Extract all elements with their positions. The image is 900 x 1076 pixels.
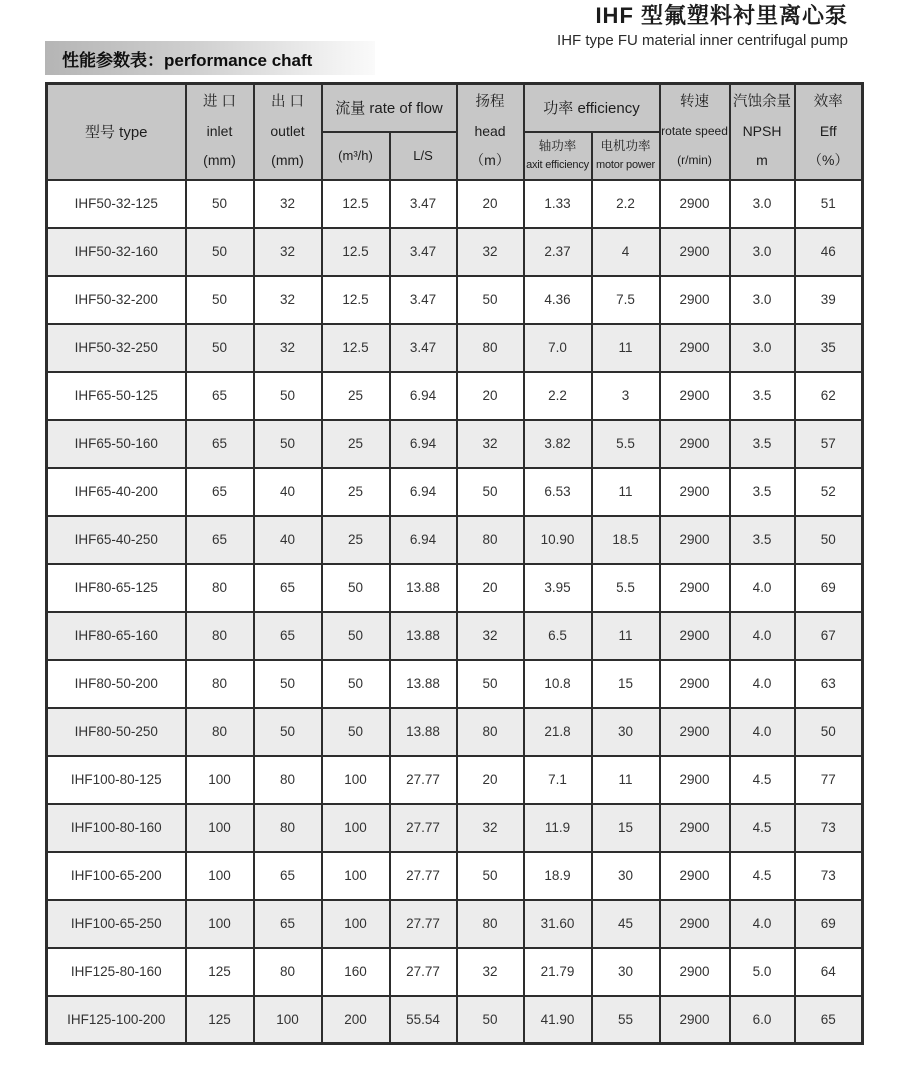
cell-value: 35 <box>795 324 863 372</box>
cell-value: 3.47 <box>390 276 457 324</box>
cell-value: 27.77 <box>390 852 457 900</box>
cell-value: 100 <box>322 852 390 900</box>
cell-value: 1.33 <box>524 180 592 228</box>
cell-model: IHF65-40-250 <box>47 516 186 564</box>
cell-value: 2900 <box>660 324 730 372</box>
cell-value: 69 <box>795 900 863 948</box>
cell-model: IHF100-65-200 <box>47 852 186 900</box>
cell-value: 50 <box>322 612 390 660</box>
cell-value: 25 <box>322 516 390 564</box>
table-row <box>47 564 863 612</box>
cell-value: 4.5 <box>730 804 795 852</box>
cell-value: 32 <box>457 612 524 660</box>
cell-value: 20 <box>457 564 524 612</box>
col-header-flow-ls: L/S <box>390 132 457 180</box>
cell-model: IHF65-40-200 <box>47 468 186 516</box>
cell-value: 11 <box>592 756 660 804</box>
cell-value: 3.5 <box>730 420 795 468</box>
cell-value: 45 <box>592 900 660 948</box>
cell-value: 2900 <box>660 948 730 996</box>
cell-model: IHF100-80-125 <box>47 756 186 804</box>
cell-value: 2900 <box>660 372 730 420</box>
cell-value: 7.5 <box>592 276 660 324</box>
cell-value: 77 <box>795 756 863 804</box>
cell-value: 11 <box>592 324 660 372</box>
cell-value: 2900 <box>660 612 730 660</box>
cell-value: 2900 <box>660 180 730 228</box>
cell-model: IHF80-65-125 <box>47 564 186 612</box>
cell-value: 80 <box>186 612 254 660</box>
cell-value: 50 <box>457 468 524 516</box>
cell-value: 65 <box>186 420 254 468</box>
cell-model: IHF50-32-160 <box>47 228 186 276</box>
cell-value: 80 <box>254 804 322 852</box>
cell-value: 4.36 <box>524 276 592 324</box>
cell-value: 6.5 <box>524 612 592 660</box>
cell-value: 6.53 <box>524 468 592 516</box>
cell-value: 2.37 <box>524 228 592 276</box>
cell-value: 64 <box>795 948 863 996</box>
table-row <box>47 996 863 1044</box>
cell-value: 80 <box>254 756 322 804</box>
cell-value: 80 <box>186 660 254 708</box>
cell-value: 65 <box>186 468 254 516</box>
cell-model: IHF100-80-160 <box>47 804 186 852</box>
cell-value: 6.94 <box>390 372 457 420</box>
cell-value: 2900 <box>660 804 730 852</box>
cell-value: 65 <box>186 516 254 564</box>
cell-value: 2900 <box>660 228 730 276</box>
cell-value: 4.0 <box>730 564 795 612</box>
cell-value: 3 <box>592 372 660 420</box>
cell-value: 46 <box>795 228 863 276</box>
cell-value: 3.47 <box>390 324 457 372</box>
cell-value: 3.0 <box>730 228 795 276</box>
cell-value: 6.94 <box>390 468 457 516</box>
cell-value: 5.5 <box>592 564 660 612</box>
cell-model: IHF100-65-250 <box>47 900 186 948</box>
cell-value: 7.0 <box>524 324 592 372</box>
table-row <box>47 756 863 804</box>
performance-table <box>45 82 864 1045</box>
col-header-motor-power: 电机功率 motor power <box>592 132 660 180</box>
cell-value: 65 <box>254 564 322 612</box>
cell-value: 2900 <box>660 708 730 756</box>
cell-value: 65 <box>254 852 322 900</box>
cell-value: 51 <box>795 180 863 228</box>
cell-value: 27.77 <box>390 804 457 852</box>
cell-value: 50 <box>457 276 524 324</box>
cell-value: 13.88 <box>390 660 457 708</box>
cell-value: 27.77 <box>390 900 457 948</box>
cell-value: 32 <box>457 804 524 852</box>
cell-value: 3.5 <box>730 468 795 516</box>
cell-value: 80 <box>457 900 524 948</box>
cell-value: 69 <box>795 564 863 612</box>
col-header-outlet: 出 口 outlet (mm) <box>254 84 322 180</box>
cell-value: 100 <box>254 996 322 1044</box>
table-row <box>47 324 863 372</box>
cell-value: 65 <box>186 372 254 420</box>
cell-value: 32 <box>457 948 524 996</box>
cell-model: IHF125-80-160 <box>47 948 186 996</box>
cell-value: 13.88 <box>390 612 457 660</box>
cell-value: 3.0 <box>730 276 795 324</box>
table-row <box>47 660 863 708</box>
table-row <box>47 804 863 852</box>
col-header-power-group: 功率 efficiency <box>524 84 660 132</box>
cell-value: 32 <box>254 276 322 324</box>
cell-value: 4 <box>592 228 660 276</box>
cell-value: 80 <box>457 516 524 564</box>
table-row <box>47 372 863 420</box>
cell-value: 52 <box>795 468 863 516</box>
cell-value: 80 <box>254 948 322 996</box>
cell-value: 2.2 <box>592 180 660 228</box>
cell-value: 30 <box>592 708 660 756</box>
cell-value: 125 <box>186 996 254 1044</box>
cell-value: 50 <box>322 660 390 708</box>
cell-value: 73 <box>795 804 863 852</box>
cell-value: 3.47 <box>390 228 457 276</box>
cell-model: IHF50-32-125 <box>47 180 186 228</box>
cell-value: 12.5 <box>322 276 390 324</box>
col-header-shaft-power: 轴功率 axit efficiency <box>524 132 592 180</box>
cell-value: 5.5 <box>592 420 660 468</box>
cell-value: 39 <box>795 276 863 324</box>
col-header-inlet: 进 口 inlet (mm) <box>186 84 254 180</box>
section-header-label: 性能参数表：performance chaft <box>62 50 313 70</box>
table-row <box>47 420 863 468</box>
cell-value: 11 <box>592 612 660 660</box>
cell-value: 2900 <box>660 420 730 468</box>
table-row <box>47 276 863 324</box>
cell-value: 21.8 <box>524 708 592 756</box>
cell-value: 3.5 <box>730 372 795 420</box>
cell-value: 80 <box>186 564 254 612</box>
cell-value: 20 <box>457 756 524 804</box>
cell-value: 27.77 <box>390 756 457 804</box>
cell-value: 27.77 <box>390 948 457 996</box>
cell-value: 2900 <box>660 564 730 612</box>
cell-value: 65 <box>254 612 322 660</box>
table-row <box>47 852 863 900</box>
cell-value: 25 <box>322 420 390 468</box>
cell-value: 67 <box>795 612 863 660</box>
cell-value: 32 <box>457 420 524 468</box>
cell-value: 6.94 <box>390 516 457 564</box>
cell-value: 50 <box>254 372 322 420</box>
table-row <box>47 516 863 564</box>
cell-value: 4.0 <box>730 612 795 660</box>
col-header-type: 型号 type <box>47 84 186 180</box>
col-header-flow-group: 流量 rate of flow <box>322 84 457 132</box>
cell-value: 40 <box>254 468 322 516</box>
cell-value: 57 <box>795 420 863 468</box>
cell-value: 2900 <box>660 852 730 900</box>
cell-value: 32 <box>254 228 322 276</box>
cell-value: 100 <box>186 756 254 804</box>
cell-model: IHF80-50-250 <box>47 708 186 756</box>
cell-value: 80 <box>457 324 524 372</box>
cell-value: 100 <box>186 900 254 948</box>
table-header <box>47 84 863 180</box>
cell-value: 63 <box>795 660 863 708</box>
cell-value: 12.5 <box>322 324 390 372</box>
table-row <box>47 228 863 276</box>
cell-value: 41.90 <box>524 996 592 1044</box>
cell-model: IHF80-65-160 <box>47 612 186 660</box>
cell-value: 7.1 <box>524 756 592 804</box>
cell-value: 4.0 <box>730 900 795 948</box>
page-title: IHF 型氟塑料衬里离心泵 <box>595 3 848 28</box>
table-row <box>47 900 863 948</box>
cell-value: 31.60 <box>524 900 592 948</box>
cell-value: 65 <box>795 996 863 1044</box>
cell-value: 100 <box>322 756 390 804</box>
cell-value: 2900 <box>660 996 730 1044</box>
cell-value: 4.0 <box>730 660 795 708</box>
cell-model: IHF65-50-160 <box>47 420 186 468</box>
cell-value: 65 <box>254 900 322 948</box>
cell-value: 30 <box>592 948 660 996</box>
cell-value: 50 <box>322 708 390 756</box>
cell-value: 12.5 <box>322 228 390 276</box>
cell-value: 25 <box>322 468 390 516</box>
cell-value: 55.54 <box>390 996 457 1044</box>
cell-value: 10.8 <box>524 660 592 708</box>
cell-value: 20 <box>457 180 524 228</box>
cell-value: 2900 <box>660 276 730 324</box>
cell-model: IHF65-50-125 <box>47 372 186 420</box>
col-header-npsh: 汽蚀余量 NPSH m <box>730 84 795 180</box>
cell-value: 10.90 <box>524 516 592 564</box>
cell-value: 6.94 <box>390 420 457 468</box>
cell-model: IHF50-32-200 <box>47 276 186 324</box>
cell-value: 2900 <box>660 468 730 516</box>
cell-value: 2900 <box>660 516 730 564</box>
cell-value: 40 <box>254 516 322 564</box>
cell-value: 12.5 <box>322 180 390 228</box>
cell-value: 73 <box>795 852 863 900</box>
cell-value: 50 <box>186 180 254 228</box>
cell-model: IHF50-32-250 <box>47 324 186 372</box>
cell-value: 4.0 <box>730 708 795 756</box>
cell-value: 20 <box>457 372 524 420</box>
cell-value: 50 <box>795 516 863 564</box>
cell-value: 32 <box>457 228 524 276</box>
cell-value: 50 <box>322 564 390 612</box>
cell-value: 50 <box>186 276 254 324</box>
cell-value: 15 <box>592 804 660 852</box>
cell-value: 5.0 <box>730 948 795 996</box>
cell-value: 21.79 <box>524 948 592 996</box>
cell-value: 18.5 <box>592 516 660 564</box>
cell-value: 50 <box>254 660 322 708</box>
cell-value: 3.47 <box>390 180 457 228</box>
section-header <box>45 41 375 75</box>
cell-value: 50 <box>457 852 524 900</box>
cell-value: 100 <box>186 804 254 852</box>
table-row <box>47 612 863 660</box>
table-body <box>47 180 863 1044</box>
table-row <box>47 948 863 996</box>
cell-value: 4.5 <box>730 852 795 900</box>
cell-value: 80 <box>186 708 254 756</box>
cell-value: 13.88 <box>390 708 457 756</box>
col-header-eff: 效率 Eff （%） <box>795 84 863 180</box>
cell-value: 3.5 <box>730 516 795 564</box>
cell-value: 11 <box>592 468 660 516</box>
cell-value: 11.9 <box>524 804 592 852</box>
cell-value: 100 <box>186 852 254 900</box>
cell-value: 32 <box>254 180 322 228</box>
cell-value: 50 <box>186 228 254 276</box>
title-block <box>557 2 848 51</box>
cell-value: 50 <box>457 996 524 1044</box>
cell-value: 30 <box>592 852 660 900</box>
cell-value: 50 <box>795 708 863 756</box>
cell-value: 160 <box>322 948 390 996</box>
table-row <box>47 180 863 228</box>
cell-value: 125 <box>186 948 254 996</box>
cell-value: 200 <box>322 996 390 1044</box>
cell-value: 50 <box>186 324 254 372</box>
cell-value: 3.0 <box>730 180 795 228</box>
cell-value: 80 <box>457 708 524 756</box>
cell-value: 32 <box>254 324 322 372</box>
cell-value: 25 <box>322 372 390 420</box>
col-header-speed: 转速 rotate speed (r/min) <box>660 84 730 180</box>
cell-value: 50 <box>457 660 524 708</box>
cell-value: 15 <box>592 660 660 708</box>
cell-value: 55 <box>592 996 660 1044</box>
cell-model: IHF80-50-200 <box>47 660 186 708</box>
col-header-head: 扬程 head （m） <box>457 84 524 180</box>
cell-value: 13.88 <box>390 564 457 612</box>
cell-value: 18.9 <box>524 852 592 900</box>
cell-value: 100 <box>322 900 390 948</box>
cell-value: 50 <box>254 420 322 468</box>
table-row <box>47 708 863 756</box>
cell-value: 3.82 <box>524 420 592 468</box>
page-subtitle: IHF type FU material inner centrifugal pump <box>557 32 848 49</box>
cell-value: 2.2 <box>524 372 592 420</box>
cell-value: 3.0 <box>730 324 795 372</box>
cell-value: 62 <box>795 372 863 420</box>
cell-value: 2900 <box>660 900 730 948</box>
cell-value: 6.0 <box>730 996 795 1044</box>
col-header-flow-m3h: (m³/h) <box>322 132 390 180</box>
cell-value: 2900 <box>660 756 730 804</box>
cell-value: 2900 <box>660 660 730 708</box>
cell-value: 4.5 <box>730 756 795 804</box>
cell-model: IHF125-100-200 <box>47 996 186 1044</box>
cell-value: 100 <box>322 804 390 852</box>
cell-value: 3.95 <box>524 564 592 612</box>
table-row <box>47 468 863 516</box>
cell-value: 50 <box>254 708 322 756</box>
